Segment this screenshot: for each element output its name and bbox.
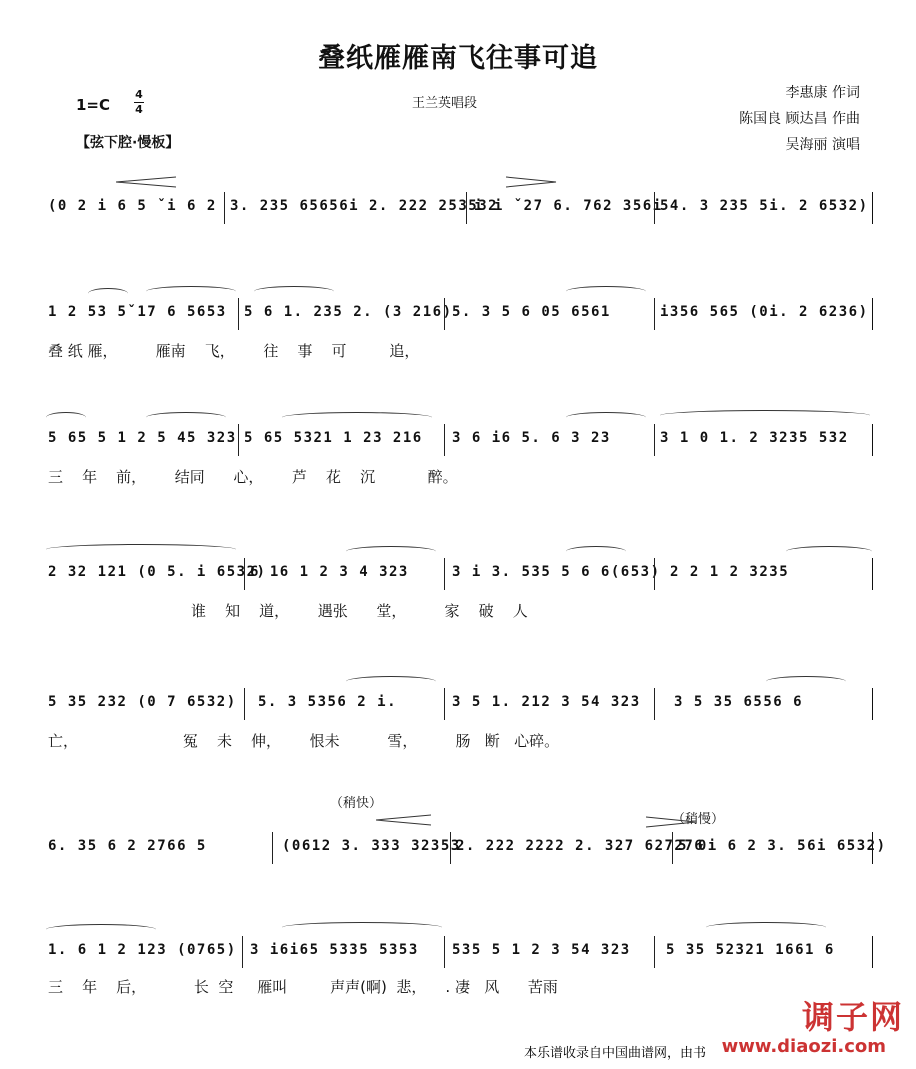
tempo-marking-faster: （稍快） bbox=[330, 796, 383, 811]
slur bbox=[46, 544, 236, 555]
measure: 5. 3 5 6 05 6561 bbox=[452, 304, 611, 320]
measure: 3. 235 65656i 2. 222 253532 bbox=[230, 198, 499, 214]
slur bbox=[566, 546, 626, 557]
slur bbox=[566, 286, 646, 297]
meter-top: 4 bbox=[135, 88, 143, 101]
lyrics-line: 亡， 冤 未 伸， 恨未 雪， 肠 断 心碎。 bbox=[48, 732, 560, 750]
lyrics-line: 叠 纸 雁， 雁南 飞， 往 事 可 追， bbox=[48, 342, 420, 360]
page-title: 叠纸雁雁南飞往事可追 bbox=[318, 43, 598, 74]
measure: 5 0i 6 2 3. 56i 6532) bbox=[678, 838, 887, 854]
slur bbox=[566, 412, 646, 423]
measure: 6 16 1 2 3 4 323 bbox=[250, 564, 409, 580]
measure: 5. 3 5356 2 i. bbox=[258, 694, 398, 710]
lyrics-line: 谁 知 道， 遇张 堂， 家 破 人 bbox=[48, 602, 528, 620]
measure: 535 5 1 2 3 54 323 bbox=[452, 942, 631, 958]
subtitle: 王兰英唱段 bbox=[412, 96, 478, 111]
staff-line bbox=[46, 934, 876, 970]
measure: 5 65 5 1 2 5 45 323 bbox=[48, 430, 237, 446]
measure: 3 5 35 6556 6 bbox=[674, 694, 804, 710]
measure: 1 2 53 5ˇ17 6 5653 bbox=[48, 304, 227, 320]
measure: 5 65 5321 1 23 216 bbox=[244, 430, 423, 446]
slur bbox=[660, 410, 870, 421]
measure: 2 2 1 2 3235 bbox=[670, 564, 790, 580]
crescendo-hairpin bbox=[376, 814, 436, 826]
measure: 2. 222 2222 2. 327 627276 bbox=[456, 838, 705, 854]
staff-line bbox=[46, 190, 876, 226]
watermark-url: www.diaozi.com bbox=[721, 1036, 886, 1057]
measure: (0612 3. 333 32353 bbox=[282, 838, 461, 854]
measure: i356 565 (0i. 2 6236) bbox=[660, 304, 869, 320]
credit-singer: 吴海丽 演唱 bbox=[785, 137, 860, 153]
measure: (0 2 i 6 5 ˇi 6 2 bbox=[48, 198, 217, 214]
slur bbox=[346, 546, 436, 557]
lyrics-line: 三 年 后， 长 空 雁叫 声声(啊) 悲， . 凄 风 苦雨 bbox=[48, 978, 558, 996]
staff-line bbox=[46, 422, 876, 458]
staff-line bbox=[46, 686, 876, 722]
decrescendo-hairpin bbox=[506, 176, 566, 188]
measure: 3 i 3. 535 5 6 6(653) bbox=[452, 564, 661, 580]
measure: 2 32 121 (0 5. i 6532) bbox=[48, 564, 267, 580]
slur bbox=[254, 286, 334, 297]
meter-bottom: 4 bbox=[135, 103, 143, 116]
credit-composer: 陈国良 顾达昌 作曲 bbox=[739, 111, 860, 127]
measure: 1. 6 1 2 123 (0765) bbox=[48, 942, 237, 958]
key-signature: 1=C bbox=[76, 96, 111, 114]
mode-label: 【弦下腔·慢板】 bbox=[76, 135, 180, 151]
slur bbox=[46, 412, 86, 423]
measure: 5 35 52321 1661 6 bbox=[666, 942, 835, 958]
footer-note: 本乐谱收录自中国曲谱网，由书 bbox=[523, 1046, 706, 1061]
slur bbox=[282, 412, 432, 423]
staff-line bbox=[46, 830, 887, 866]
measure: 3 i6i65 5335 5353 bbox=[250, 942, 419, 958]
slur bbox=[46, 924, 156, 935]
slur bbox=[146, 412, 226, 423]
slur bbox=[786, 546, 872, 557]
measure: 3 1 0 1. 2 3235 532 bbox=[660, 430, 849, 446]
watermark-logo: 调子网 bbox=[801, 998, 904, 1036]
credit-lyricist: 李惠康 作词 bbox=[785, 85, 860, 101]
crescendo-hairpin bbox=[116, 176, 236, 188]
measure: 6. 35 6 2 2766 5 bbox=[48, 838, 207, 854]
measure: 5 35 232 (0 7 6532) bbox=[48, 694, 237, 710]
tempo-marking-slower: （稍慢） bbox=[672, 812, 725, 827]
slur bbox=[282, 922, 442, 933]
staff-line bbox=[46, 556, 876, 592]
time-signature bbox=[134, 89, 144, 116]
measure: i i ˇ27 6. 762 356i bbox=[474, 198, 663, 214]
lyrics-line: 三 年 前， 结同 心， 芦 花 沉 醉。 bbox=[48, 468, 458, 486]
measure: 3 5 1. 212 3 54 323 bbox=[452, 694, 641, 710]
slur bbox=[346, 676, 436, 687]
slur bbox=[706, 922, 826, 933]
measure: 5 6 1. 235 2. (3 216) bbox=[244, 304, 453, 320]
slur bbox=[88, 288, 128, 299]
staff-line bbox=[46, 296, 876, 332]
decrescendo-hairpin bbox=[646, 816, 706, 828]
measure: 3 6 i6 5. 6 3 23 bbox=[452, 430, 611, 446]
slur bbox=[146, 286, 236, 297]
measure: 54. 3 235 5i. 2 6532) bbox=[660, 198, 869, 214]
slur bbox=[766, 676, 846, 687]
